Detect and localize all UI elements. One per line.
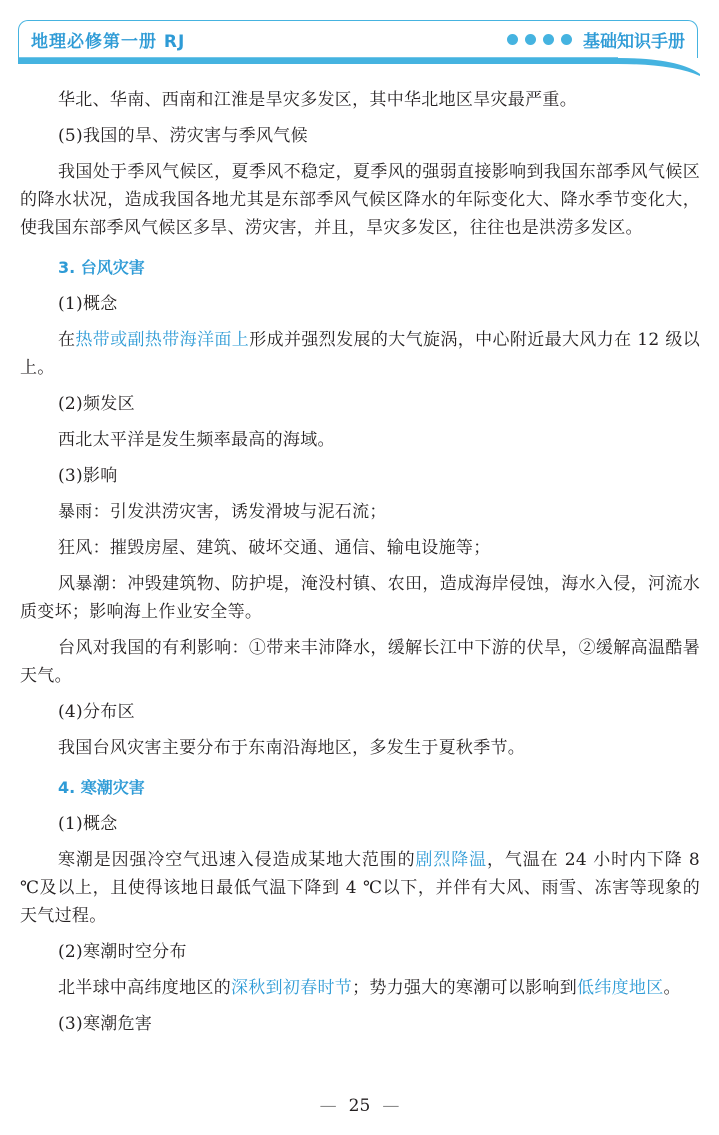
header-right-group (507, 27, 685, 52)
dot-icon (525, 34, 536, 45)
paragraph (20, 846, 700, 930)
text-run: 。 (663, 978, 681, 998)
footer-dash: — (382, 1096, 400, 1116)
section-heading-cold-wave: 4. 寒潮灾害 (58, 778, 145, 797)
subheading: (2)寒潮时空分布 (58, 942, 187, 962)
paragraph: 我国台风灾害主要分布于东南沿海地区，多发生于夏秋季节。 (58, 738, 526, 758)
text-run: 寒潮是因强冷空气迅速入侵造成某地大范围的 (58, 850, 416, 870)
highlighted-term: 热带或副热带海洋面上 (75, 330, 250, 350)
text-run: ；势力强大的寒潮可以影响到 (352, 978, 578, 998)
paragraph: 西北太平洋是发生频率最高的海域。 (58, 430, 335, 450)
subheading: (5)我国的旱、涝灾害与季风气候 (58, 126, 308, 146)
page-number: 25 (348, 1096, 371, 1116)
section-heading-typhoon: 3. 台风灾害 (58, 258, 145, 277)
subheading: (3)影响 (58, 466, 118, 486)
page-content (20, 86, 700, 1038)
subheading: (3)寒潮危害 (58, 1014, 153, 1034)
paragraph: 华北、华南、西南和江淮是旱灾多发区，其中华北地区旱灾最严重。 (58, 90, 577, 110)
text-run: 北半球中高纬度地区的 (58, 978, 231, 998)
paragraph (20, 326, 700, 382)
paragraph (20, 974, 700, 1002)
paragraph: 风暴潮：冲毁建筑物、防护堤，淹没村镇、农田，造成海岸侵蚀，海水入侵，河流水质变坏；影响海上作业安全等。 (20, 574, 700, 622)
text-run: ，气温在 24 小时内下降 8 ℃及以上，且使得该地日最低气温下降到 4 ℃以下，并伴有大风、雨雪、冻害等现象的天气过程。 (20, 850, 701, 926)
paragraph: 暴雨：引发洪涝灾害，诱发滑坡与泥石流； (58, 502, 387, 522)
footer-dash: — (319, 1096, 337, 1116)
subheading: (2)频发区 (58, 394, 135, 414)
highlighted-term: 低纬度地区 (577, 978, 664, 998)
paragraph: 我国处于季风气候区，夏季风不稳定，夏季风的强弱直接影响到我国东部季风气候区的降水状况，造成我国各地尤其是东部季风气候区降水的年际变化大、降水季节变化大，使我国东部季风气候区多旱、涝灾害，并且，旱灾多发区，往往也是洪涝多发区。 (20, 162, 700, 238)
dot-icon (507, 34, 518, 45)
text-run: 在 (58, 330, 76, 350)
page-footer (0, 1096, 719, 1116)
highlighted-term: 剧烈降温 (415, 850, 487, 870)
subheading: (1)概念 (58, 814, 118, 834)
subheading: (4)分布区 (58, 702, 135, 722)
paragraph: 台风对我国的有利影响：①带来丰沛降水，缓解长江中下游的伏旱，②缓解高温酷暑天气。 (20, 638, 700, 686)
header-swoosh-decoration (18, 52, 700, 76)
text-run: 形成并强烈发展的大气旋涡，中心附近最大风力在 12 级以上。 (20, 330, 701, 378)
handbook-title: 基础知识手册 (583, 32, 685, 52)
highlighted-term: 深秋到初春时节 (231, 978, 353, 998)
book-title: 地理必修第一册 RJ (31, 32, 186, 52)
dot-icon (543, 34, 554, 45)
dot-icon (561, 34, 572, 45)
paragraph: 狂风：摧毁房屋、建筑、破坏交通、通信、输电设施等； (58, 538, 491, 558)
subheading: (1)概念 (58, 294, 118, 314)
